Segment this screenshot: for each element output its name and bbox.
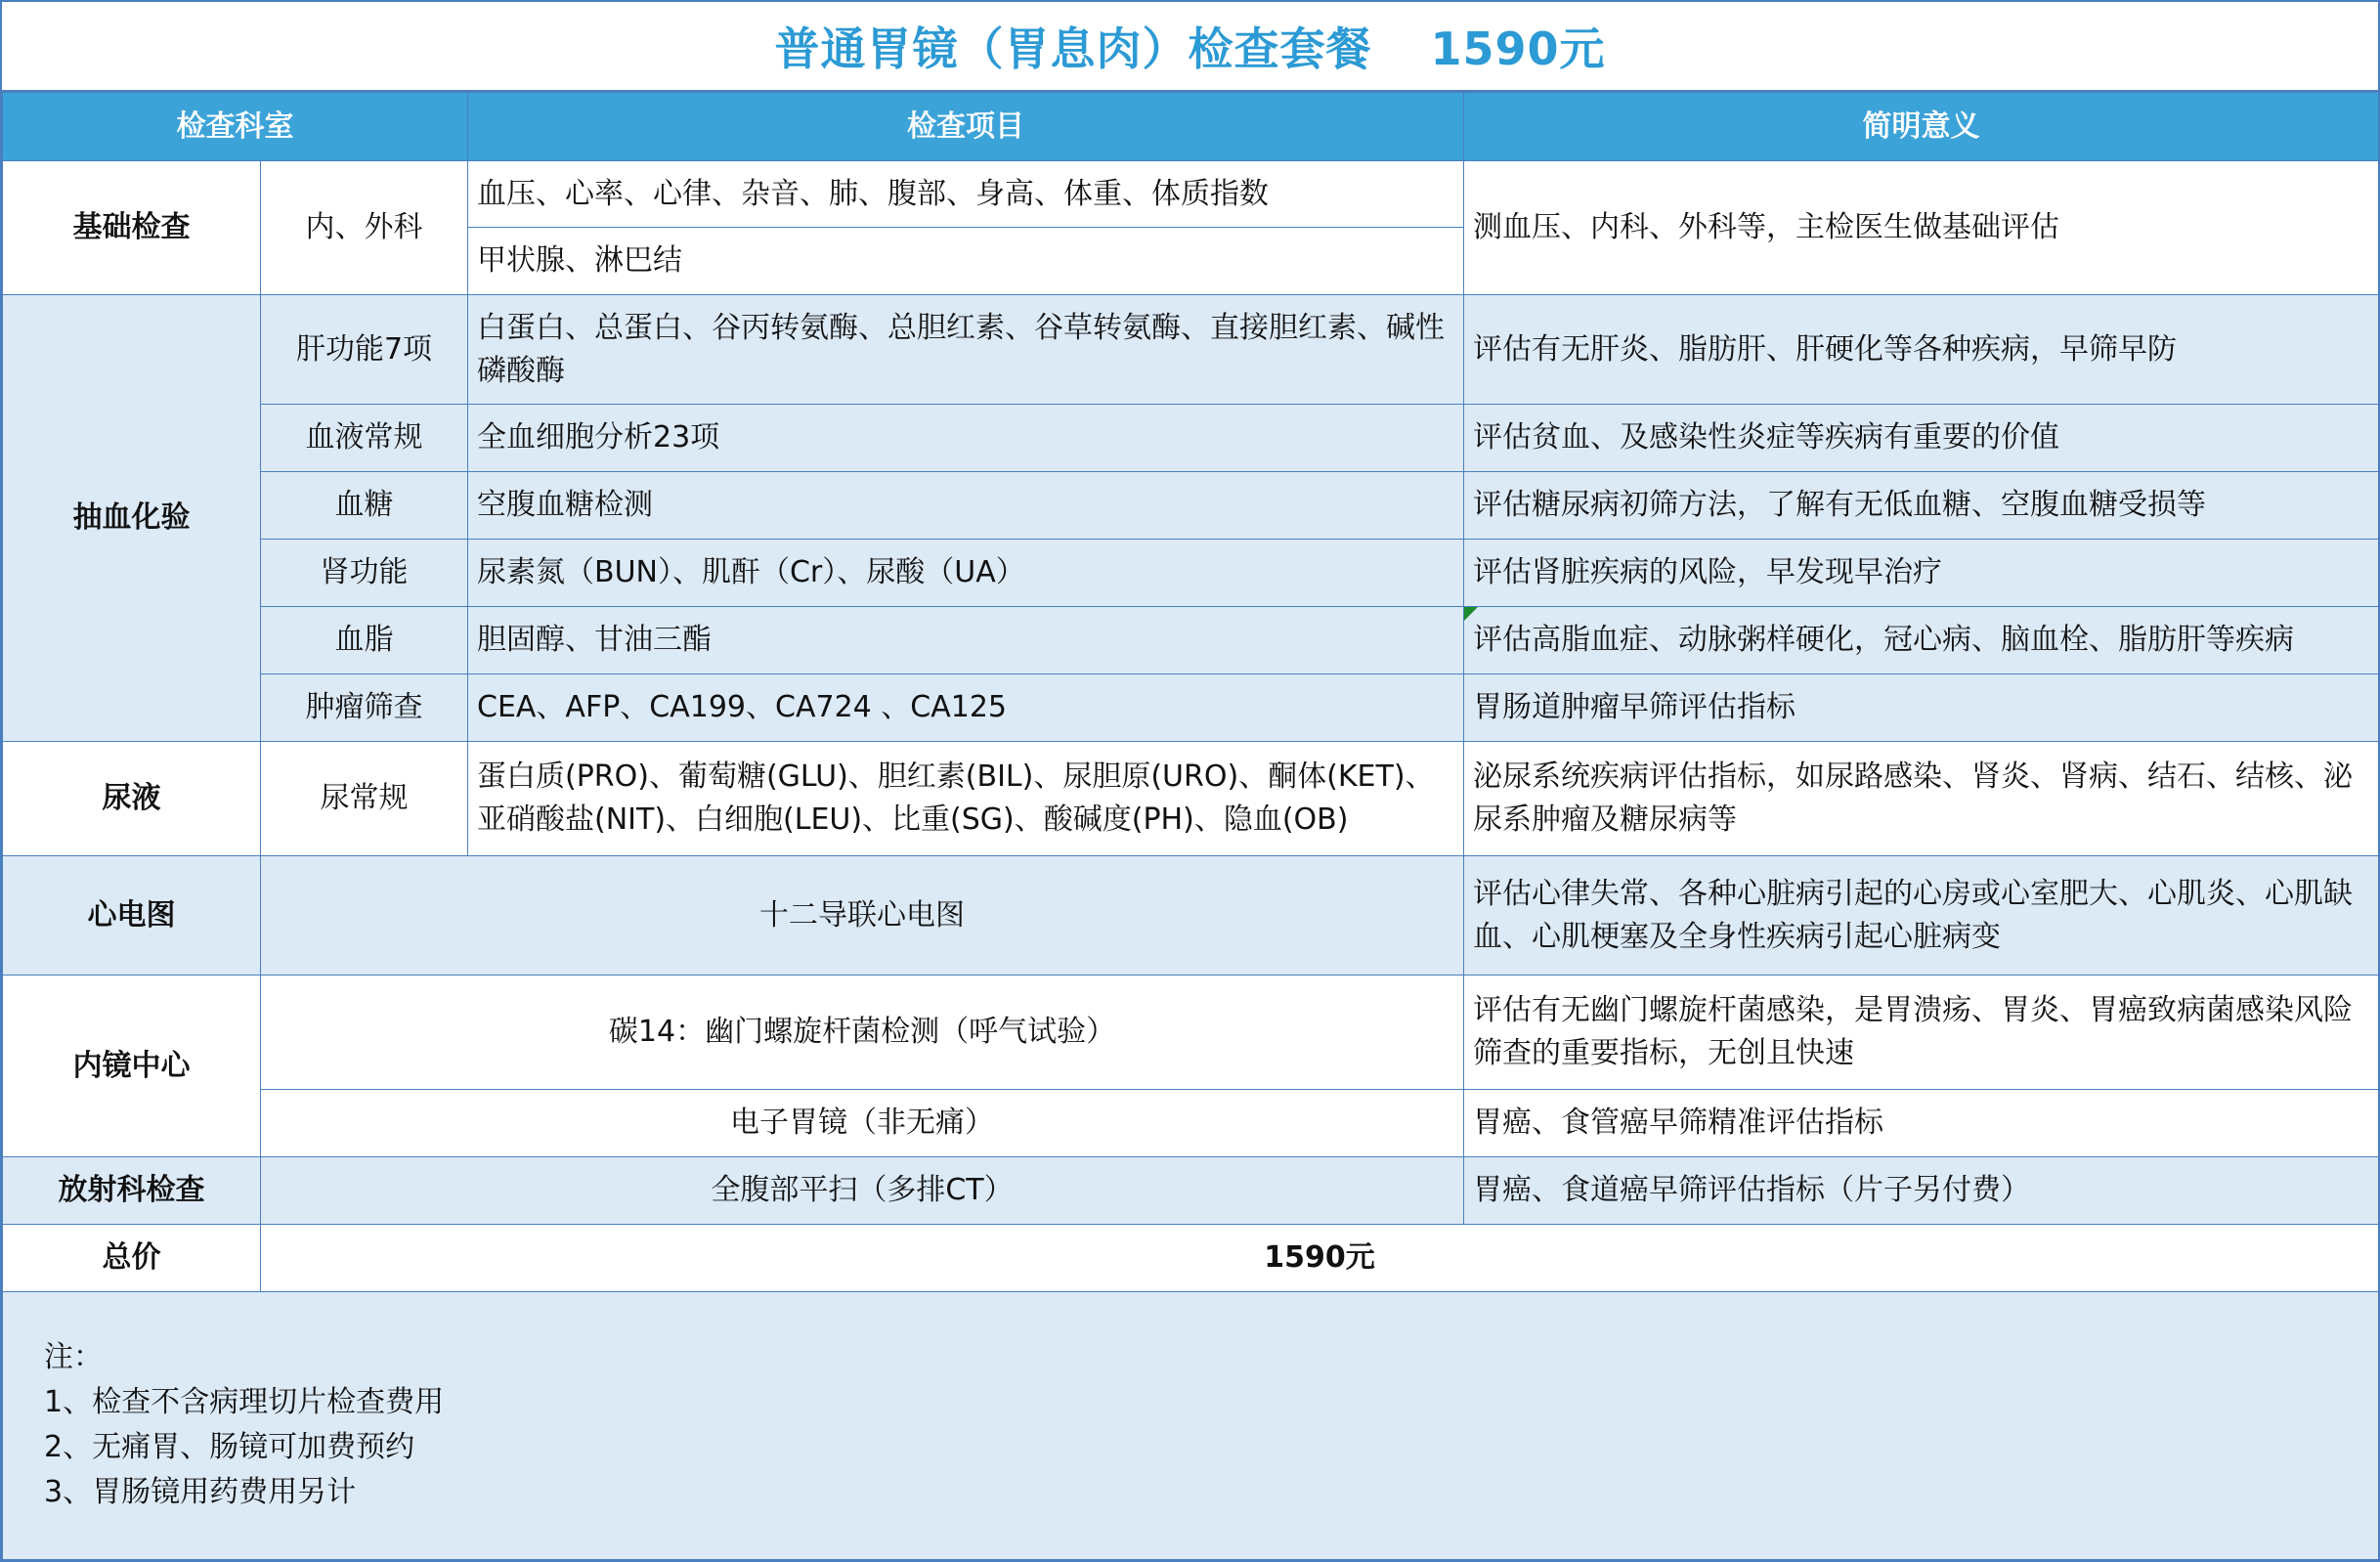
table-row [3, 976, 2379, 1090]
item-tumor: CEA、AFP、CA199、CA724 、CA125 [468, 674, 1464, 742]
item-basic-2: 甲状腺、淋巴结 [468, 228, 1464, 295]
table-row [3, 607, 2379, 674]
sub-liver: 肝功能7项 [261, 295, 468, 405]
total-label: 总价 [3, 1225, 261, 1292]
item-lipid: 胆固醇、甘油三酯 [468, 607, 1464, 674]
table-row [3, 856, 2379, 976]
table-row [3, 742, 2379, 856]
sub-kidney: 肾功能 [261, 540, 468, 607]
exam-table [2, 92, 2379, 1560]
item-gastroscope: 电子胃镜（非无痛） [261, 1090, 1464, 1157]
item-liver: 白蛋白、总蛋白、谷丙转氨酶、总胆红素、谷草转氨酶、直接胆红素、碱性磷酸酶 [468, 295, 1464, 405]
note-item: 3、胃肠镜用药费用另计 [44, 1475, 357, 1509]
sub-blood-routine: 血液常规 [261, 405, 468, 472]
meaning-tumor: 胃肠道肿瘤早筛评估指标 [1464, 674, 2379, 742]
header-row [3, 93, 2379, 161]
meaning-ecg: 评估心律失常、各种心脏病引起的心房或心室肥大、心肌炎、心肌缺血、心肌梗塞及全身性疾病引起心脏病变 [1464, 856, 2379, 976]
table-row [3, 161, 2379, 228]
category-endo: 内镜中心 [3, 976, 261, 1157]
header-item: 检查项目 [468, 93, 1464, 161]
category-ecg: 心电图 [3, 856, 261, 976]
category-blood: 抽血化验 [3, 295, 261, 742]
table-row [3, 540, 2379, 607]
sub-tumor: 肿瘤筛查 [261, 674, 468, 742]
page-title [2, 2, 2378, 92]
meaning-c14: 评估有无幽门螺旋杆菌感染，是胃溃疡、胃炎、胃癌致病菌感染风险筛查的重要指标，无创且快速 [1464, 976, 2379, 1090]
comment-marker-icon [1464, 607, 1478, 621]
notes-heading: 注： [44, 1340, 103, 1374]
title-text: 普通胃镜（胃息肉）检查套餐 [774, 22, 1372, 75]
sub-glucose: 血糖 [261, 472, 468, 540]
note-item: 2、无痛胃、肠镜可加费预约 [44, 1430, 415, 1464]
item-kidney: 尿素氮（BUN）、肌酐（Cr）、尿酸（UA） [468, 540, 1464, 607]
meaning-lipid: 评估高脂血症、动脉粥样硬化，冠心病、脑血栓、脂肪肝等疾病 [1473, 623, 2294, 657]
meaning-lipid-cell [1464, 607, 2379, 674]
item-blood-routine: 全血细胞分析23项 [468, 405, 1464, 472]
category-urine: 尿液 [3, 742, 261, 856]
table-row [3, 1157, 2379, 1225]
item-glucose: 空腹血糖检测 [468, 472, 1464, 540]
meaning-liver: 评估有无肝炎、脂肪肝、肝硬化等各种疾病，早筛早防 [1464, 295, 2379, 405]
note-item: 1、检查不含病理切片检查费用 [44, 1385, 445, 1419]
table-row [3, 472, 2379, 540]
table-row [3, 405, 2379, 472]
item-urine: 蛋白质(PRO)、葡萄糖(GLU)、胆红素(BIL)、尿胆原(URO)、酮体(KET)、亚硝酸盐(NIT)、白细胞(LEU)、比重(SG)、酸碱度(PH)、隐血(OB) [468, 742, 1464, 856]
meaning-blood-routine: 评估贫血、及感染性炎症等疾病有重要的价值 [1464, 405, 2379, 472]
category-radio: 放射科检查 [3, 1157, 261, 1225]
meaning-urine: 泌尿系统疾病评估指标，如尿路感染、肾炎、肾病、结石、结核、泌尿系肿瘤及糖尿病等 [1464, 742, 2379, 856]
meaning-gastroscope: 胃癌、食管癌早筛精准评估指标 [1464, 1090, 2379, 1157]
sub-urine: 尿常规 [261, 742, 468, 856]
table-row [3, 674, 2379, 742]
total-row [3, 1225, 2379, 1292]
meaning-basic: 测血压、内科、外科等，主检医生做基础评估 [1464, 161, 2379, 295]
header-dept: 检查科室 [3, 93, 468, 161]
sub-lipid: 血脂 [261, 607, 468, 674]
item-radio: 全腹部平扫（多排CT） [261, 1157, 1464, 1225]
meaning-kidney: 评估肾脏疾病的风险，早发现早治疗 [1464, 540, 2379, 607]
item-c14: 碳14：幽门螺旋杆菌检测（呼气试验） [261, 976, 1464, 1090]
table-row [3, 295, 2379, 405]
table-row [3, 1090, 2379, 1157]
total-value: 1590元 [261, 1225, 2379, 1292]
header-meaning: 简明意义 [1464, 93, 2379, 161]
category-basic: 基础检查 [3, 161, 261, 295]
notes-cell [3, 1292, 2379, 1560]
sub-basic: 内、外科 [261, 161, 468, 295]
item-basic-1: 血压、心率、心律、杂音、肺、腹部、身高、体重、体质指数 [468, 161, 1464, 228]
notes-row [3, 1292, 2379, 1560]
meaning-glucose: 评估糖尿病初筛方法，了解有无低血糖、空腹血糖受损等 [1464, 472, 2379, 540]
item-ecg: 十二导联心电图 [261, 856, 1464, 976]
title-price: 1590元 [1430, 22, 1606, 75]
meaning-radio: 胃癌、食道癌早筛评估指标（片子另付费） [1464, 1157, 2379, 1225]
